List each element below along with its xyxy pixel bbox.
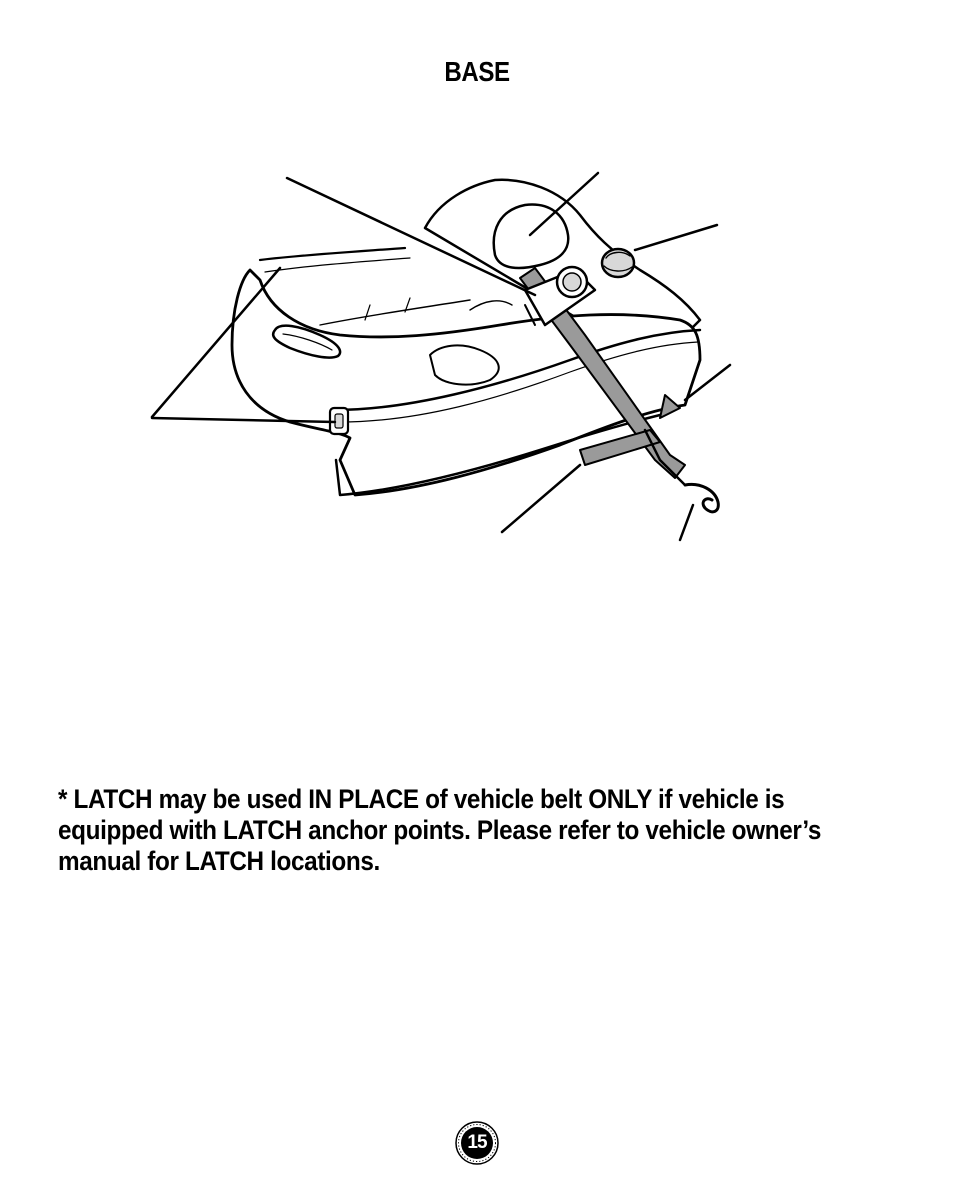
adjustment-knob-icon	[602, 249, 634, 277]
page-number-badge	[455, 1121, 499, 1165]
page-number: 15	[467, 1132, 487, 1153]
latch-hook-icon	[685, 484, 718, 511]
base-head-pad	[494, 205, 569, 268]
page-title: BASE	[444, 56, 510, 87]
base-illustration	[140, 160, 740, 550]
latch-note: * LATCH may be used IN PLACE of vehicle belt ONLY if vehicle is equipped with LATCH anchor points. Please refer to vehicle owner’s manual for LATCH locations.	[58, 784, 821, 876]
